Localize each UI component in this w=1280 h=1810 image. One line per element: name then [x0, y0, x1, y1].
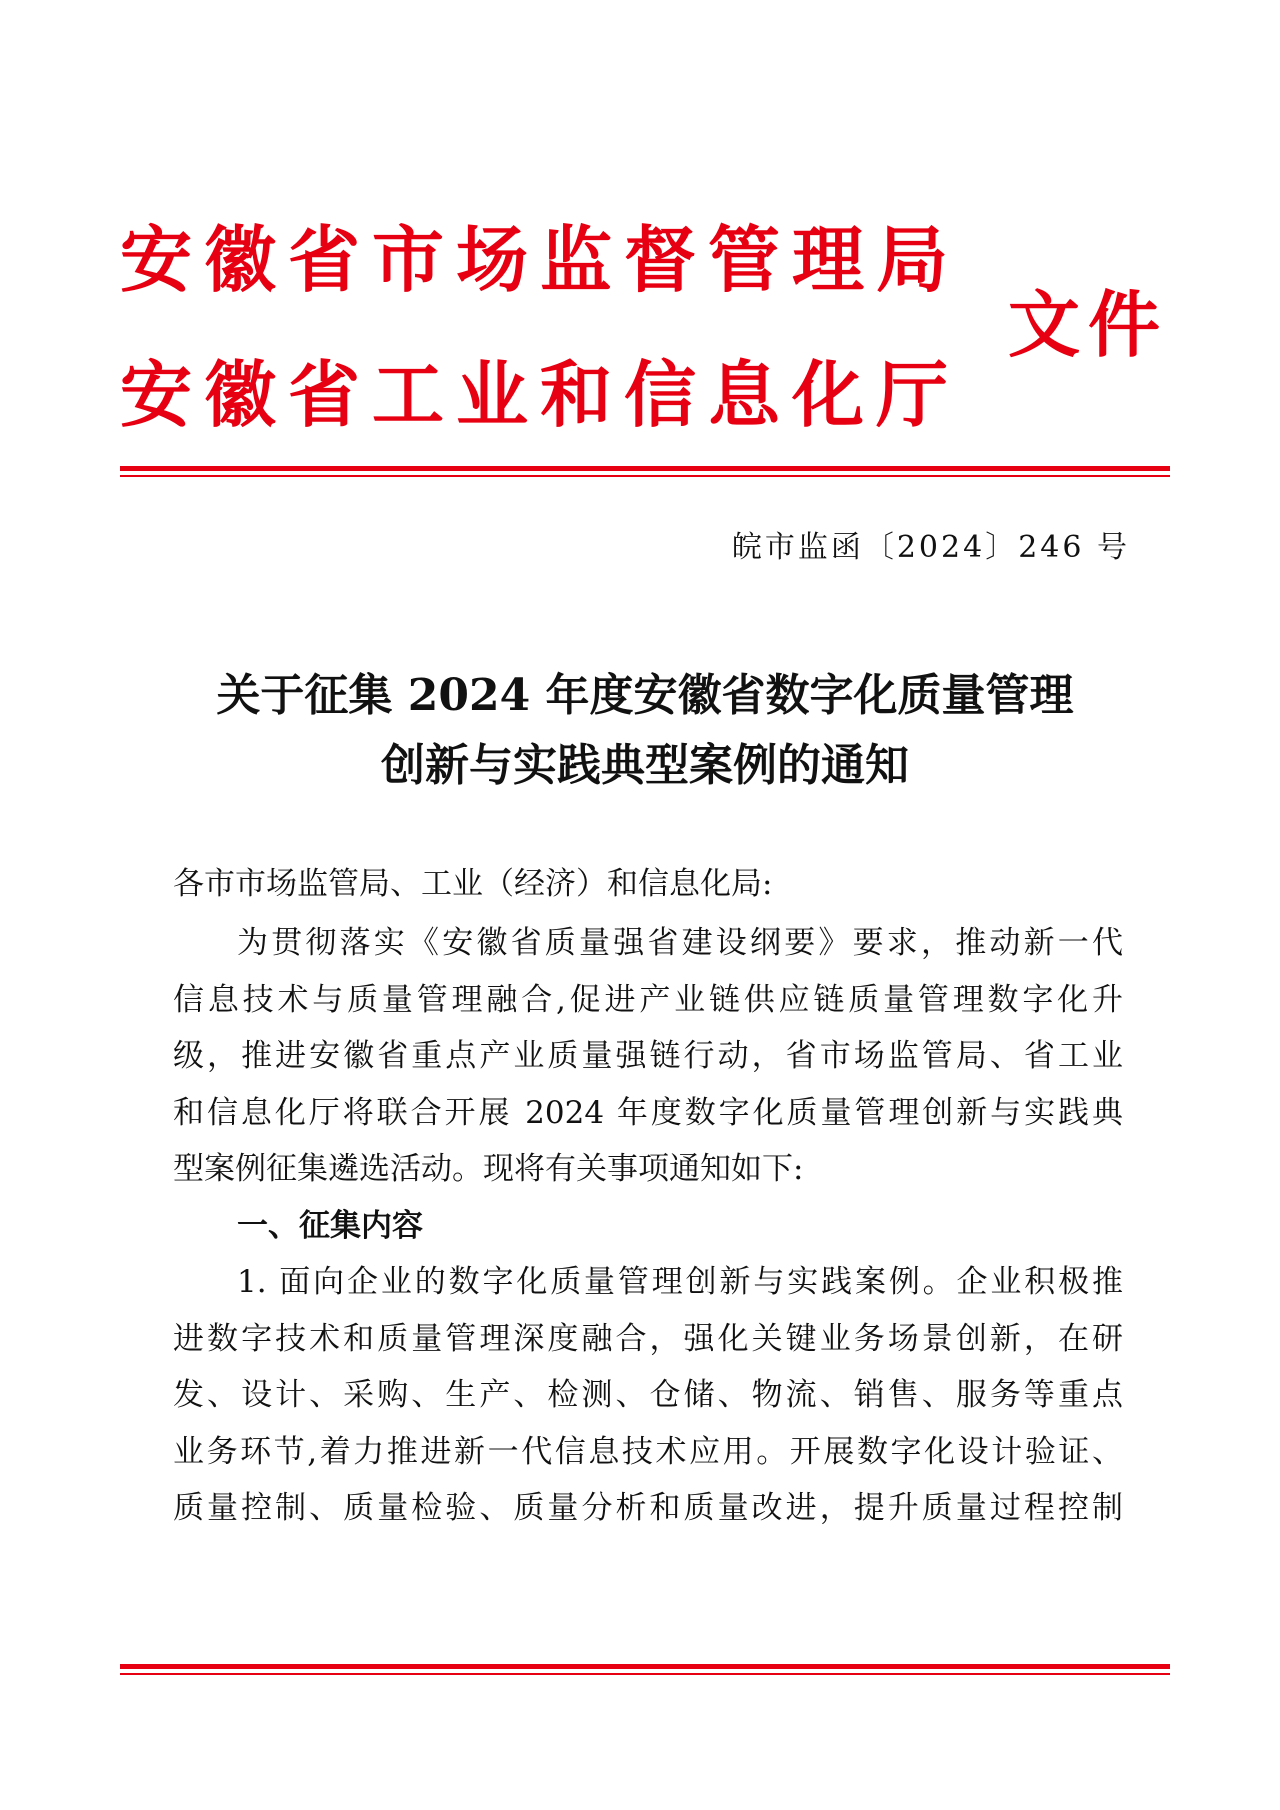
paragraph-1-line: 级，推进安徽省重点产业质量强链行动，省市场监管局、省工业	[173, 1038, 1123, 1074]
masthead-divider-thin	[120, 475, 1170, 477]
document-type-label: 文件	[1008, 283, 1169, 367]
document-title-line-2: 创新与实践典型案例的通知	[381, 740, 909, 791]
paragraph-1-line: 型案例征集遴选活动。现将有关事项通知如下:	[173, 1151, 804, 1187]
footer-divider-thick	[120, 1664, 1170, 1669]
document-number: 皖市监函〔2024〕246 号	[731, 530, 1130, 565]
document-title-line-1: 关于征集 2024 年度安徽省数字化质量管理	[216, 670, 1074, 721]
masthead	[120, 195, 1170, 455]
paragraph-1-line: 信息技术与质量管理融合,促进产业链供应链质量管理数字化升	[173, 982, 1123, 1018]
footer-divider-thin	[120, 1673, 1170, 1675]
paragraph-1-line: 和信息化厅将联合开展 2024 年度数字化质量管理创新与实践典	[173, 1095, 1123, 1131]
paragraph-2-line: 进数字技术和质量管理深度融合，强化关键业务场景创新，在研	[173, 1321, 1123, 1357]
issuer-name-1: 安徽省市场监督管理局	[120, 218, 961, 302]
paragraph-2-line: 业务环节,着力推进新一代信息技术应用。开展数字化设计验证、	[173, 1434, 1123, 1470]
section-heading: 一、征集内容	[237, 1208, 423, 1244]
issuer-name-2: 安徽省工业和信息化厅	[120, 353, 961, 437]
masthead-divider-thick	[120, 466, 1170, 471]
paragraph-2-line: 发、设计、采购、生产、检测、仓储、物流、销售、服务等重点	[173, 1377, 1123, 1413]
paragraph-2-line: 质量控制、质量检验、质量分析和质量改进，提升质量过程控制	[173, 1490, 1123, 1526]
salutation: 各市市场监管局、工业（经济）和信息化局:	[173, 866, 773, 902]
paragraph-2-line: 1. 面向企业的数字化质量管理创新与实践案例。企业积极推	[237, 1264, 1123, 1300]
paragraph-1-line: 为贯彻落实《安徽省质量强省建设纲要》要求，推动新一代	[237, 925, 1123, 961]
